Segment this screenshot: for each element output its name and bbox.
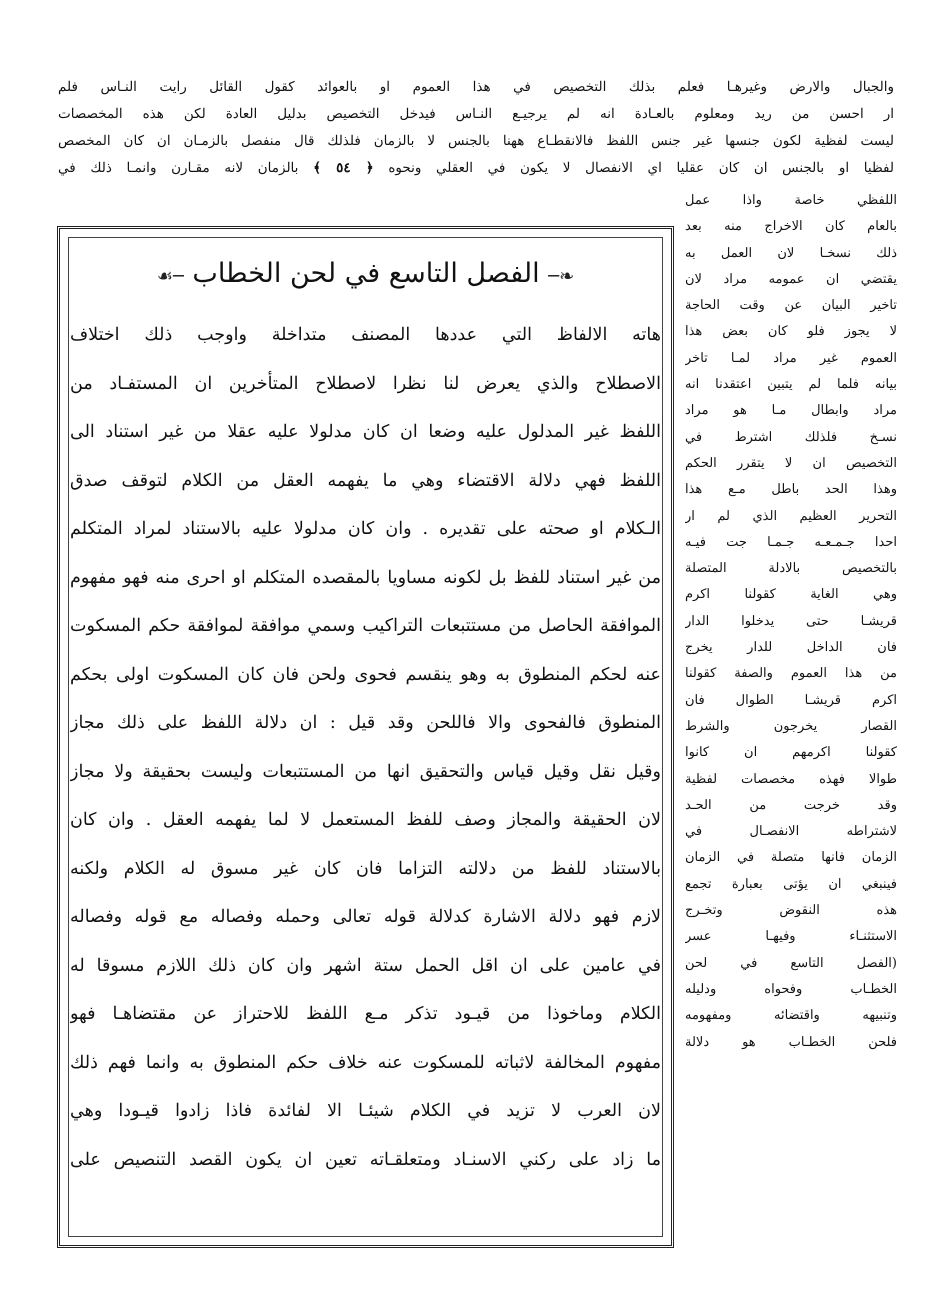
- side-commentary-line: التخصيص ان لا يتقرر الحكم: [685, 455, 897, 471]
- side-commentary-line: كقولنا اكرمهم ان كانوا: [685, 745, 897, 761]
- main-text-frame: [57, 226, 674, 1248]
- side-commentary-line: احدا جـمـعـه جـمـا جت فيـه: [685, 534, 897, 550]
- main-text-line: لازم فهو دلالة الاشارة كدلالة قوله تعالى وحمله وفصاله مع قوله وفصاله: [70, 907, 661, 927]
- side-commentary-line: الخطـاب وفحواه ودليله: [685, 981, 897, 997]
- ornament-icon: ─☙: [156, 266, 184, 287]
- side-commentary-line: (الفصل التاسع في لحن: [685, 955, 897, 971]
- top-commentary-line: والجبال والارض وغيرهـا فعلم بذلك التخصيص في هذا العموم او بالعوائد كقول القائل رايت النـاس فلم: [58, 79, 894, 95]
- side-commentary-line: من هذا العموم والصفة كقولنا: [685, 666, 897, 682]
- main-text-line: المنطوق فالفحوى والا فاللحن وقد قيل : ان دلالة اللفظ على ذلك مجاز: [70, 713, 661, 733]
- side-commentary-line: العموم غير مراد لمـا تاخر: [685, 350, 897, 366]
- side-commentary-line: التحرير العظيم الذي لم ار: [685, 508, 897, 524]
- main-text-line: لان الحقيقة والمجاز وصف للفظ المستعمل لا لما يفهمه العقل . وان كان: [70, 810, 661, 830]
- side-commentary-line: بالعام كان الاخراج منه بعد: [685, 219, 897, 235]
- main-text-line: الـكلام او صحته على تقديره . وان كان مدلولا عليه بالاستناد لمراد المتكلم: [70, 519, 661, 539]
- main-text-line: ما زاد على ركني الاسنـاد ومتعلقـاته تعين ان يكون القصد التنصيص على: [70, 1149, 661, 1170]
- side-commentary-line: بالتخصيص بالادلة المتصلة: [685, 561, 897, 577]
- side-commentary-line: هذه النقوض وتخـرج: [685, 903, 897, 919]
- side-commentary-line: فان الداخل للدار يخرج: [685, 640, 897, 656]
- main-text-line: بالاستناد للفظ من دلالته التزاما فان كان غير مسوق له الكلام ولكنه: [70, 858, 661, 879]
- page-number: ﴿ ٥٤ ﴾: [313, 160, 374, 176]
- main-text-line: هاته الالفاظ التي عددها المصنف متداخلة واوجب ذلك اختلاف: [70, 325, 661, 345]
- side-commentary-line: يقتضي ان عمومه مراد لان: [685, 271, 897, 287]
- main-text-line: اللفظ فهي دلالة الاقتضاء وهي ما يفهمه العقل من الكلام لتوقف صدق: [70, 470, 661, 491]
- main-text-line: في عامين على ان اقل الحمل ستة اشهر وان كان ذلك اللازم مسوقا له: [70, 955, 661, 976]
- main-text-line: مفهوم المخالفة لاثباته للمسكوت عنه خلاف حكم المنطوق به وانما فهم ذلك: [70, 1052, 661, 1073]
- main-text-line: الكلام وماخوذا من قيـود تذكر مـع اللفظ للاحتراز عن مقتضاهـا فهو: [70, 1004, 661, 1024]
- side-commentary-line: طوالا فهذه مخصصات لفظية: [685, 771, 897, 787]
- main-text-line: عنه لحكم المنطوق به وهو ينقسم فحوى ولحن فان كان المسكوت اولى بحكم: [70, 664, 661, 685]
- side-commentary-line: وهي الغاية كقولنا اكرم: [685, 587, 897, 603]
- side-commentary-line: نسـخ فلذلك اشترط في: [685, 429, 897, 445]
- main-text-line: اللفظ غير المدلول عليه وضعا ان كان مدلولا عليه عقلا من غير استناد الى: [70, 422, 661, 442]
- main-text-line: لان العرب لا تزيد في الكلام شيئـا الا لفائدة فاذا زادوا قيـودا وهي: [70, 1101, 661, 1121]
- side-commentary-line: وقد خرجت من الحـد: [685, 797, 897, 813]
- side-commentary-line: لاشتراطه الانفصـال في: [685, 824, 897, 840]
- side-commentary-line: بيانه فلما لم يتبين اعتقدنا انه: [685, 377, 897, 393]
- top-commentary-segment: لفظيا او بالجنس ان كان عقليا اي الانفصال لا يكون في العقلي ونحوه: [388, 160, 894, 176]
- side-commentary-line: الاستثنـاء وفيهـا عسر: [685, 929, 897, 945]
- side-commentary-line: وهذا الحد باطل مـع هذا: [685, 482, 897, 498]
- side-commentary-line: ذلك نسخـا لان العمل به: [685, 245, 897, 261]
- main-text-line: الموافقة الحاصل من مستتبعات التراكيب وسمي موافقة لموافقة حكم المسكوت: [70, 616, 661, 636]
- top-commentary-segment: بالزمان لانه مقـارن وانمـا ذلك في: [58, 160, 299, 176]
- side-commentary-line: اللفظي خاصة واذا عمل: [685, 193, 897, 208]
- ornament-icon: ❧─: [548, 266, 575, 287]
- top-commentary-line: ليست لفظية لكون جنسها غير جنس اللفظ فالانقطـاع ههنا بالجنس لا بالزمان فلذلك قال منفصل بالزمـان ان كان المخصص: [58, 133, 894, 149]
- side-commentary-line: اكرم قريشـا الطوال فان: [685, 692, 897, 708]
- side-commentary-line: مراد وابطال مـا هو مراد: [685, 403, 897, 419]
- main-text: [70, 311, 661, 1231]
- top-commentary-line: ار احسن من ريد ومعلوم بالعـادة انه لم يرجيـع النـاس فيدخل التخصيص بدليل العادة لكن هذه المخصصات: [58, 106, 894, 122]
- side-commentary: [685, 188, 897, 1238]
- side-commentary-line: لا يجوز فلو كان بعض هذا: [685, 324, 897, 340]
- chapter-title: الفصل التاسع في لحن الخطاب: [192, 258, 540, 289]
- main-text-line: وقيل نقل وقيل قياس والتحقيق انها من المستتبعات وليست بحقيقة ولا مجاز: [70, 761, 661, 782]
- side-commentary-line: وتنبيهه واقتضائه ومفهومه: [685, 1008, 897, 1024]
- side-commentary-line: الزمان فانها متصلة في الزمان: [685, 850, 897, 866]
- side-commentary-line: القصار يخرجون والشرط: [685, 718, 897, 734]
- side-commentary-line: فلحن الخطـاب هو دلالة: [685, 1034, 897, 1050]
- side-commentary-line: قريشـا حتى يدخلوا الدار: [685, 613, 897, 629]
- main-text-line: الاصطلاح والذي يعرض لنا نظرا لاصطلاح المتأخرين ان المستفـاد من: [70, 373, 661, 394]
- side-commentary-line: فينبغي ان يؤتى بعبارة تجمع: [685, 876, 897, 892]
- top-commentary-line-with-page-number: [58, 155, 894, 182]
- side-commentary-line: تاخير البيان عن وقت الحاجة: [685, 298, 897, 314]
- main-text-line: من غير استناد للفظ بل لكونه مساويا بالمقصده المتكلم او احرى منه فهو مفهوم: [70, 567, 661, 588]
- chapter-heading: [60, 249, 671, 299]
